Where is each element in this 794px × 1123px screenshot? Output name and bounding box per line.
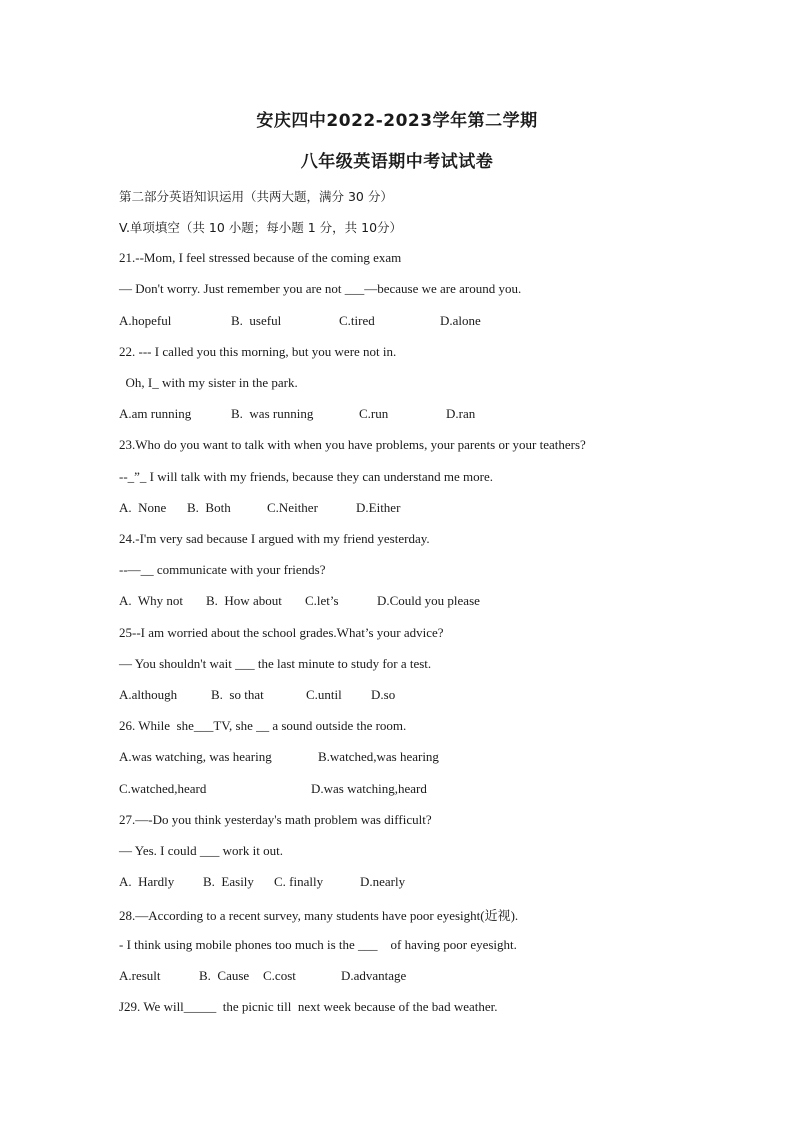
part-heading: 第二部分英语知识运用（共两大题，满分 30 分） xyxy=(119,189,393,204)
question-27-prompt: 27.—-Do you think yesterday's math problem was difficult? xyxy=(119,812,432,827)
option-25-b: B. so that xyxy=(211,687,264,702)
option-22-a: A.am running xyxy=(119,406,192,421)
option-23-c: C.Neither xyxy=(267,500,318,515)
question-25-reply: — You shouldn't wait ___ the last minute to study for a test. xyxy=(119,656,432,671)
option-21-a: A.hopeful xyxy=(119,313,172,328)
option-27-b: B. Easily xyxy=(203,874,254,889)
question-26-prompt: 26. While she___TV, she __ a sound outside the room. xyxy=(119,718,407,733)
question-24-reply: --—__ communicate with your friends? xyxy=(119,562,326,577)
option-27-a: A. Hardly xyxy=(119,874,175,889)
question-28-reply: - I think using mobile phones too much is the ___ of having poor eyesight. xyxy=(119,937,517,952)
option-25-d: D.so xyxy=(371,687,396,702)
option-23-b: B. Both xyxy=(187,500,231,515)
option-25-a: A.although xyxy=(119,687,178,702)
option-28-c: C.cost xyxy=(263,968,296,983)
option-24-b: B. How about xyxy=(206,593,282,608)
option-25-c: C.until xyxy=(306,687,342,702)
section-heading: V.单项填空（共 10 小题；每小题 1 分，共 10分） xyxy=(119,220,403,235)
option-27-c: C. finally xyxy=(274,874,324,889)
question-28-prompt: 28.—According to a recent survey, many students have poor eyesight(近视). xyxy=(119,908,519,923)
question-24-prompt: 24.-I'm very sad because I argued with my friend yesterday. xyxy=(119,531,430,546)
question-21-reply: — Don't worry. Just remember you are not ___—because we are around you. xyxy=(119,281,522,296)
option-23-a: A. None xyxy=(119,500,167,515)
option-23-d: D.Either xyxy=(356,500,401,515)
option-24-d: D.Could you please xyxy=(377,593,480,608)
question-25-prompt: 25--I am worried about the school grades.What’s your advice? xyxy=(119,625,444,640)
option-26-b: B.watched,was hearing xyxy=(318,749,439,764)
question-29-prompt: J29. We will_____ the picnic till next week because of the bad weather. xyxy=(119,999,498,1014)
option-27-d: D.nearly xyxy=(360,874,406,889)
question-23-prompt: 23.Who do you want to talk with when you have problems, your parents or your teathers? xyxy=(119,437,586,452)
option-28-d: D.advantage xyxy=(341,968,407,983)
option-22-c: C.run xyxy=(359,406,389,421)
question-22-prompt: 22. --- I called you this morning, but you were not in. xyxy=(119,344,397,359)
question-21-prompt: 21.--Mom, I feel stressed because of the coming exam xyxy=(119,250,402,265)
option-22-d: D.ran xyxy=(446,406,476,421)
option-21-d: D.alone xyxy=(440,313,481,328)
option-24-c: C.let’s xyxy=(305,593,339,608)
option-28-b: B. Cause xyxy=(199,968,250,983)
question-23-reply: --_”_ I will talk with my friends, because they can understand me more. xyxy=(119,469,493,484)
question-27-reply: — Yes. I could ___ work it out. xyxy=(119,843,283,858)
option-26-d: D.was watching,heard xyxy=(311,781,427,796)
option-26-a: A.was watching, was hearing xyxy=(119,749,272,764)
question-22-reply: Oh, I_ with my sister in the park. xyxy=(119,375,298,390)
option-24-a: A. Why not xyxy=(119,593,184,608)
option-28-a: A.result xyxy=(119,968,161,983)
option-21-b: B. useful xyxy=(231,313,282,328)
option-21-c: C.tired xyxy=(339,313,375,328)
page-subtitle: 八年级英语期中考试试卷 xyxy=(300,152,494,172)
page-title: 安庆四中2022-2023学年第二学期 xyxy=(256,111,538,131)
option-22-b: B. was running xyxy=(231,406,314,421)
option-26-c: C.watched,heard xyxy=(119,781,207,796)
